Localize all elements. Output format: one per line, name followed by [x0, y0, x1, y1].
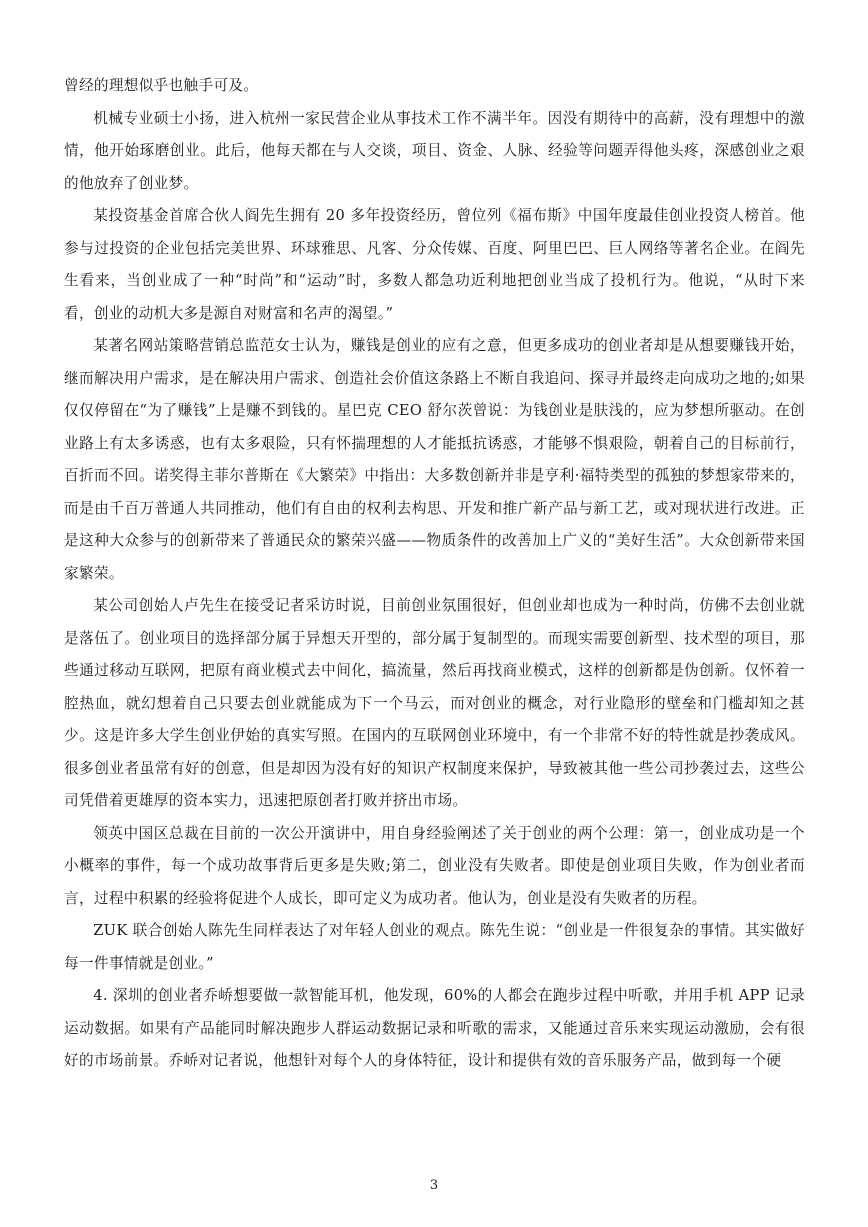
- page-number: 3: [429, 1178, 439, 1193]
- paragraph-founder-lu: 某公司创始人卢先生在接受记者采访时说，目前创业氛围很好，但创业却也成为一种时尚，仿佛不去创业就是落伍了。创业项目的选择部分属于异想天开型的，部分属于复制型的。而现实需要创新型、技术型的项目，那些通过移动互联网，把原有商业模式去中间化，搞流量，然后再找商业模式，这样的创新都是伪创新。仅怀着一腔热血，就幻想着自己只要去创业就能成为下一个马云，而对创业的概念，对行业隐形的壁垒和门槛却知之甚少。这是许多大学生创业伊始的真实写照。在国内的互联网创业环境中，有一个非常不好的特性就是抄袭成风。很多创业者虽常有好的创意，但是却因为没有好的知识产权制度来保护，导致被其他一些公司抄袭过去，这些公司凭借着更雄厚的资本实力，迅速把原创者打败并挤出市场。: [64, 597, 805, 809]
- paragraph-xiaoyang: 机械专业硕士小扬，进入杭州一家民营企业从事技术工作不满半年。因没有期待中的高薪，没有理想中的激情，他开始琢磨创业。此后，他每天都在与人交谈，项目、资金、人脉、经验等问题弄得他头疼，深感创业之艰的他放弃了创业梦。: [64, 109, 805, 192]
- paragraph-continuation: 曾经的理想似乎也触手可及。: [64, 77, 259, 94]
- paragraph-zuk-chen: ZUK 联合创始人陈先生同样表达了对年轻人创业的观点。陈先生说：“创业是一件很复杂的事情。其实做好每一件事情就是创业。”: [64, 922, 805, 972]
- document-body: [64, 70, 805, 1078]
- paragraph-item-4: 4. 深圳的创业者乔峤想要做一款智能耳机，他发现，60%的人都会在跑步过程中听歌，并用手机 APP 记录运动数据。如果有产品能同时解决跑步人群运动数据记录和听歌的需求，又能通过音乐来实现运动激励，会有很好的市场前景。乔峤对记者说，他想针对每个人的身体特征，设计和提供有效的音乐服务产品，做到每一个硬: [64, 987, 805, 1069]
- paragraph-director-fan: 某著名网站策略营销总监范女士认为，赚钱是创业的应有之意，但更多成功的创业者却是从想要赚钱开始，继而解决用户需求，是在解决用户需求、创造社会价值这条路上不断自我追问、探寻并最终走向成功之地的;如果仅仅停留在“为了赚钱”上是赚不到钱的。星巴克 CEO 舒尔茨曾说：为钱创业是肤浅的，应为梦想所驱动。在创业路上有太多诱惑，也有太多艰险，只有怀揣理想的人才能抵抗诱惑，才能够不惧艰险，朝着自己的目标前行，百折而不回。诺奖得主菲尔普斯在《大繁荣》中指出：大多数创新并非是亨利·福特类型的孤独的梦想家带来的，而是由千百万普通人共同推动，他们有自由的权利去构思、开发和推广新产品与新工艺，或对现状进行改进。正是这种大众参与的创新带来了普通民众的繁荣兴盛——物质条件的改善加上广义的“美好生活”。大众创新带来国家繁荣。: [64, 337, 805, 582]
- paragraph-linkedin-president: 领英中国区总裁在目前的一次公开演讲中，用自身经验阐述了关于创业的两个公理：第一，创业成功是一个小概率的事件，每一个成功故事背后更多是失败;第二，创业没有失败者。即使是创业项目失败，作为创业者而言，过程中积累的经验将促进个人成长，即可定义为成功者。他认为，创业是没有失败者的历程。: [64, 824, 805, 907]
- paragraph-investor-yan: 某投资基金首席合伙人阎先生拥有 20 多年投资经历，曾位列《福布斯》中国年度最佳创业投资人榜首。他参与过投资的企业包括完美世界、环球雅思、凡客、分众传媒、百度、阿里巴巴、巨人网络等著名企业。在阎先生看来，当创业成了一种“时尚”和“运动”时，多数人都急功近利地把创业当成了投机行为。他说，“从时下来看，创业的动机大多是源自对财富和名声的渴望。”: [64, 207, 805, 322]
